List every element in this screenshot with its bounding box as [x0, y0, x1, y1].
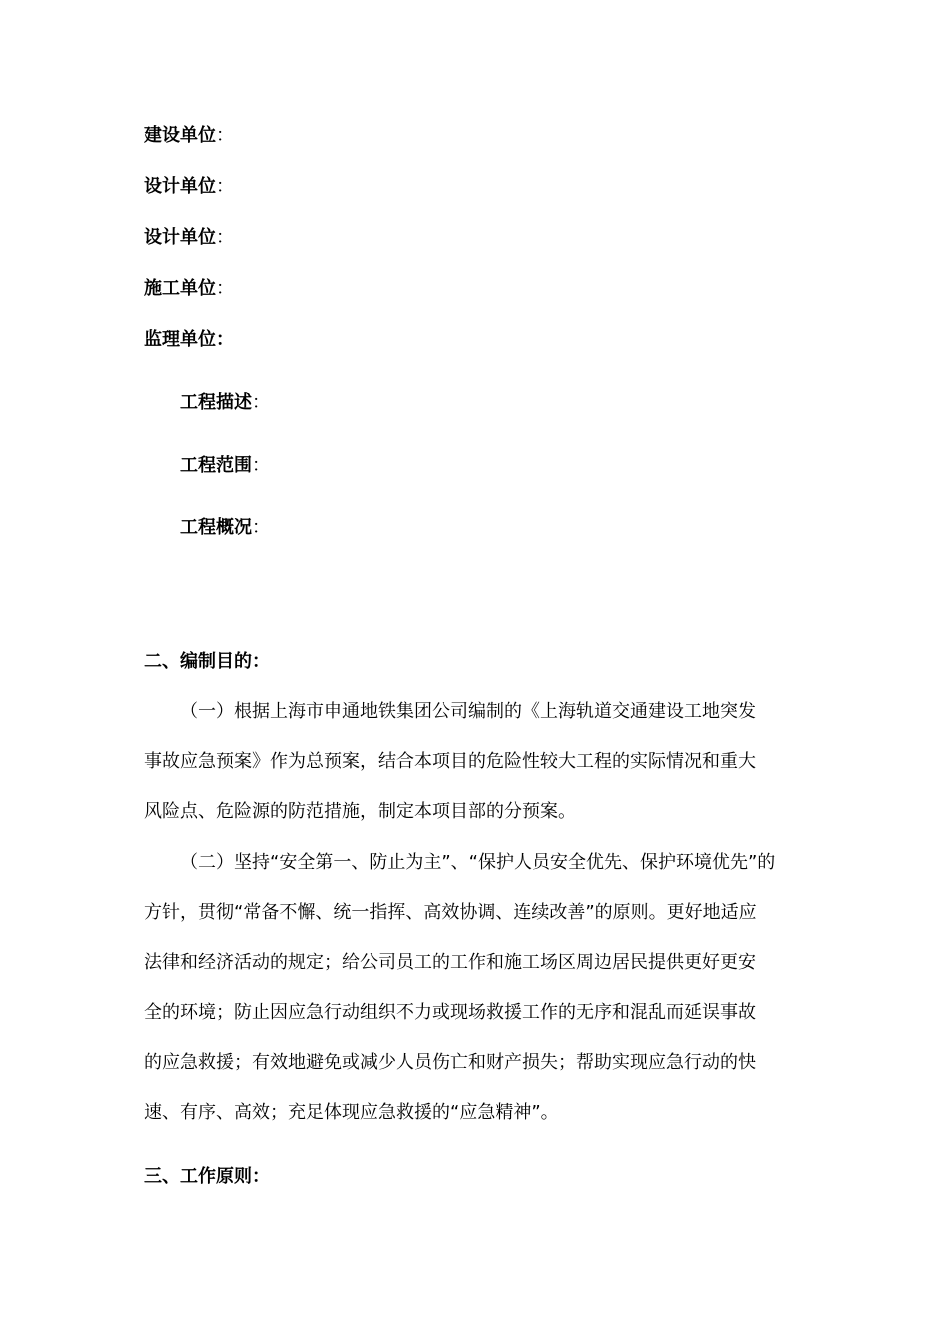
field-project-overview [180, 516, 270, 540]
paragraph-line: 速、有序、高效；充足体现应急救援的“应急精神”。 [144, 1102, 559, 1123]
paragraph-line: 的应急救援；有效地避免或减少人员伤亡和财产损失；帮助实现应急行动的快 [144, 1052, 756, 1073]
paragraph-line: 风险点、危险源的防范措施，制定本项目部的分预案。 [144, 801, 576, 822]
field-design-unit-2 [144, 226, 234, 250]
field-project-description [180, 391, 270, 415]
field-label: 设计单位 [144, 176, 216, 197]
field-design-unit [144, 175, 234, 199]
field-colon: ： [216, 329, 234, 350]
field-colon: ： [252, 392, 270, 413]
field-label: 工程概况 [180, 517, 252, 538]
paragraph-line: 事故应急预案》作为总预案，结合本项目的危险性较大工程的实际情况和重大 [144, 751, 756, 772]
field-construction-unit [144, 124, 234, 148]
section-heading-principles: 三、工作原则： [144, 1166, 270, 1187]
field-colon: ： [216, 125, 234, 146]
section-heading-purpose: 二、编制目的： [144, 651, 270, 672]
field-label: 工程范围 [180, 455, 252, 476]
field-contractor-unit [144, 277, 234, 301]
field-colon: ： [252, 517, 270, 538]
field-colon: ： [216, 227, 234, 248]
field-label: 工程描述 [180, 392, 252, 413]
field-colon: ： [216, 278, 234, 299]
field-label: 设计单位 [144, 227, 216, 248]
paragraph-line: 全的环境；防止因应急行动组织不力或现场救援工作的无序和混乱而延误事故 [144, 1002, 756, 1023]
field-project-scope [180, 454, 270, 478]
field-label: 施工单位 [144, 278, 216, 299]
field-label: 监理单位 [144, 329, 216, 350]
field-supervision-unit [144, 328, 234, 352]
field-colon: ： [252, 455, 270, 476]
field-label: 建设单位 [144, 125, 216, 146]
field-colon: ： [216, 176, 234, 197]
paragraph-line: （一）根据上海市申通地铁集团公司编制的《上海轨道交通建设工地突发 [180, 701, 756, 722]
paragraph-line: 方针，贯彻“常备不懈、统一指挥、高效协调、连续改善”的原则。更好地适应 [144, 902, 757, 923]
paragraph-line: 法律和经济活动的规定；给公司员工的工作和施工场区周边居民提供更好更安 [144, 952, 756, 973]
paragraph-line: （二）坚持“安全第一、防止为主”、“保护人员安全优先、保护环境优先”的 [180, 852, 776, 873]
